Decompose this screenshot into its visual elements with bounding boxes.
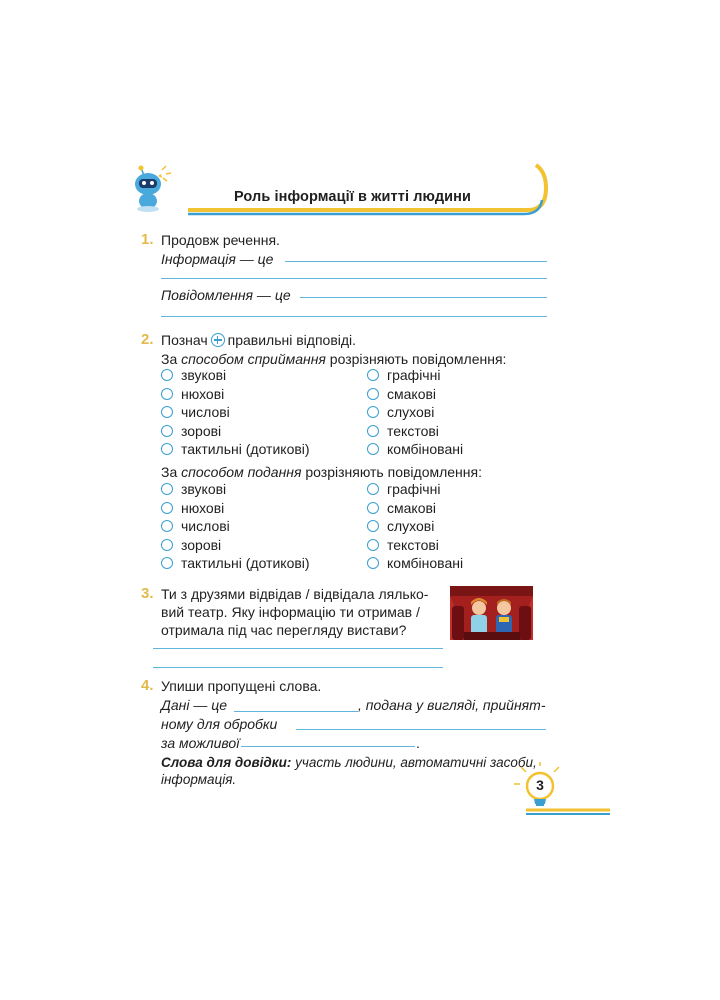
option-label: зорові bbox=[181, 422, 222, 439]
hint-text: інформація. bbox=[161, 772, 237, 787]
option-label: звукові bbox=[181, 367, 227, 383]
task-text: за можливої bbox=[161, 735, 240, 751]
option-checkbox[interactable] bbox=[367, 369, 379, 381]
option-label: нюхові bbox=[181, 385, 225, 402]
task-prompt: Упиши пропущені слова. bbox=[161, 678, 322, 694]
option-label: слухові bbox=[387, 518, 435, 534]
task-number: 1. bbox=[141, 231, 154, 248]
option-label: смакові bbox=[387, 385, 437, 402]
task-text: , подана у вигляді, прийнят- bbox=[358, 697, 546, 713]
intro-text: За bbox=[161, 464, 178, 480]
option-label: слухові bbox=[387, 404, 435, 420]
option-label: нюхові bbox=[181, 499, 225, 516]
option-label: тактильні (дотикові) bbox=[181, 441, 310, 457]
task-text-line: вий театр. Яку інформацію ти отримав / bbox=[161, 604, 420, 620]
option-label: комбіновані bbox=[387, 441, 464, 457]
option-label: смакові bbox=[387, 499, 437, 516]
hint-rest: участь людини, автоматичні засоби, bbox=[291, 755, 537, 770]
page-number: 3 bbox=[536, 777, 544, 793]
answer-line[interactable] bbox=[241, 746, 415, 747]
intro-text: За bbox=[161, 351, 178, 367]
option-checkbox[interactable] bbox=[367, 483, 379, 495]
option-checkbox[interactable] bbox=[367, 557, 379, 569]
intro-italic: способом подання bbox=[181, 464, 302, 480]
answer-line[interactable] bbox=[234, 711, 358, 712]
group-intro bbox=[161, 463, 482, 481]
task-text-line: отримала під час перегляду вистави? bbox=[161, 622, 407, 638]
option-label: зорові bbox=[181, 536, 222, 553]
option-label: звукові bbox=[181, 481, 227, 497]
option-checkbox[interactable] bbox=[161, 502, 173, 514]
plus-circle-icon bbox=[211, 333, 225, 347]
option-checkbox[interactable] bbox=[161, 425, 173, 437]
option-checkbox[interactable] bbox=[161, 539, 173, 551]
group-intro bbox=[161, 350, 506, 368]
robot-mascot-icon bbox=[128, 162, 178, 214]
task-line-label: Інформація — це bbox=[161, 251, 274, 267]
option-checkbox[interactable] bbox=[367, 443, 379, 455]
task-prompt bbox=[161, 331, 356, 349]
option-checkbox[interactable] bbox=[161, 388, 173, 400]
option-label: текстові bbox=[387, 536, 439, 553]
option-checkbox[interactable] bbox=[161, 443, 173, 455]
answer-line[interactable] bbox=[161, 316, 547, 317]
page-title: Роль інформації в житті людини bbox=[234, 189, 472, 205]
option-checkbox[interactable] bbox=[161, 557, 173, 569]
task-line-label: Повідомлення — це bbox=[161, 287, 291, 303]
option-checkbox[interactable] bbox=[367, 406, 379, 418]
puppet-theater-illustration bbox=[450, 586, 533, 640]
option-label: комбіновані bbox=[387, 555, 464, 571]
hint-bold: Слова для довідки: bbox=[161, 755, 292, 770]
option-label: числові bbox=[181, 518, 230, 534]
option-label: графічні bbox=[387, 481, 441, 497]
task-number: 4. bbox=[141, 677, 154, 694]
intro-italic: способом сприймання bbox=[181, 351, 326, 367]
intro-text: розрізняють повідомлення: bbox=[329, 351, 507, 367]
task-text-line: Ти з друзями відвідав / відвідала лялько- bbox=[161, 586, 429, 602]
task-prompt: Продовж речення. bbox=[161, 232, 280, 248]
option-checkbox[interactable] bbox=[367, 425, 379, 437]
answer-line[interactable] bbox=[300, 297, 547, 298]
task-text: . bbox=[416, 735, 420, 751]
answer-line[interactable] bbox=[153, 667, 443, 668]
task-text: Дані — це bbox=[161, 697, 228, 713]
option-label: текстові bbox=[387, 422, 439, 439]
option-label: графічні bbox=[387, 367, 441, 383]
option-checkbox[interactable] bbox=[367, 502, 379, 514]
option-checkbox[interactable] bbox=[161, 520, 173, 532]
option-checkbox[interactable] bbox=[367, 520, 379, 532]
option-checkbox[interactable] bbox=[367, 539, 379, 551]
task-text: ному для обробки bbox=[161, 716, 278, 732]
option-checkbox[interactable] bbox=[367, 388, 379, 400]
task-number: 3. bbox=[141, 585, 154, 602]
task-number: 2. bbox=[141, 331, 154, 348]
hint-text bbox=[161, 754, 537, 772]
answer-line[interactable] bbox=[296, 729, 546, 730]
prompt-text: правильні відповіді. bbox=[227, 332, 357, 348]
answer-line[interactable] bbox=[161, 278, 547, 279]
answer-line[interactable] bbox=[285, 261, 547, 262]
answer-line[interactable] bbox=[153, 648, 443, 649]
option-checkbox[interactable] bbox=[161, 483, 173, 495]
intro-text: розрізняють повідомлення: bbox=[305, 464, 482, 480]
option-label: числові bbox=[181, 404, 230, 420]
page-number-bulb-icon bbox=[512, 762, 612, 818]
prompt-text: Познач bbox=[161, 332, 208, 348]
option-checkbox[interactable] bbox=[161, 369, 173, 381]
option-checkbox[interactable] bbox=[161, 406, 173, 418]
option-label: тактильні (дотикові) bbox=[181, 555, 310, 571]
